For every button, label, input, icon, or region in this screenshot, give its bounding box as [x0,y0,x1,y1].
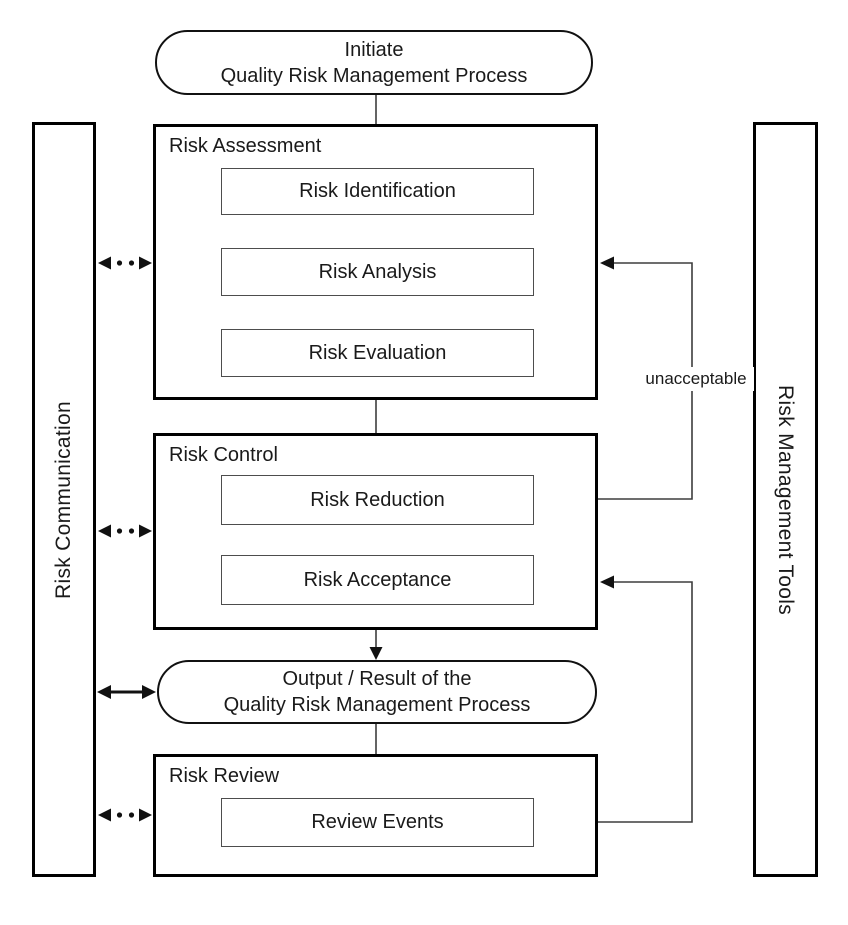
dotted-double-arrow-icon [98,809,152,822]
risk-identification-node: Risk Identification [221,168,534,215]
risk-review-label: Risk Review [169,765,280,787]
initiate-line2: Quality Risk Management Process [220,64,528,87]
output-line1: Output / Result of the [282,668,472,690]
risk-management-tools-label: Risk Management Tools [774,384,798,615]
review-events-node: Review Events [221,798,534,847]
arrowhead-left-icon [600,576,614,589]
output-oval [157,660,597,724]
dotted-double-arrow-icon [98,257,152,270]
risk-assessment-label: Risk Assessment [169,135,322,157]
output-line2: Quality Risk Management Process [223,694,531,716]
risk-communication-label: Risk Communication [52,400,75,599]
risk-communication-bar [32,122,96,877]
risk-management-tools-bar [753,122,818,877]
initiate-oval [155,30,593,95]
risk-reduction-node: Risk Reduction [221,475,534,525]
arrowhead-left-icon [600,257,614,270]
unacceptable-edge-label: unacceptable [638,367,754,391]
solid-double-arrow-icon [97,685,156,699]
risk-analysis-node: Risk Analysis [221,248,534,296]
risk-evaluation-node: Risk Evaluation [221,329,534,377]
initiate-line1: Initiate [344,38,404,61]
risk-acceptance-node: Risk Acceptance [221,555,534,605]
communication-arrows [97,257,156,822]
dotted-double-arrow-icon [98,525,152,538]
risk-control-label: Risk Control [169,444,278,466]
arrowhead-down-icon [370,647,383,660]
